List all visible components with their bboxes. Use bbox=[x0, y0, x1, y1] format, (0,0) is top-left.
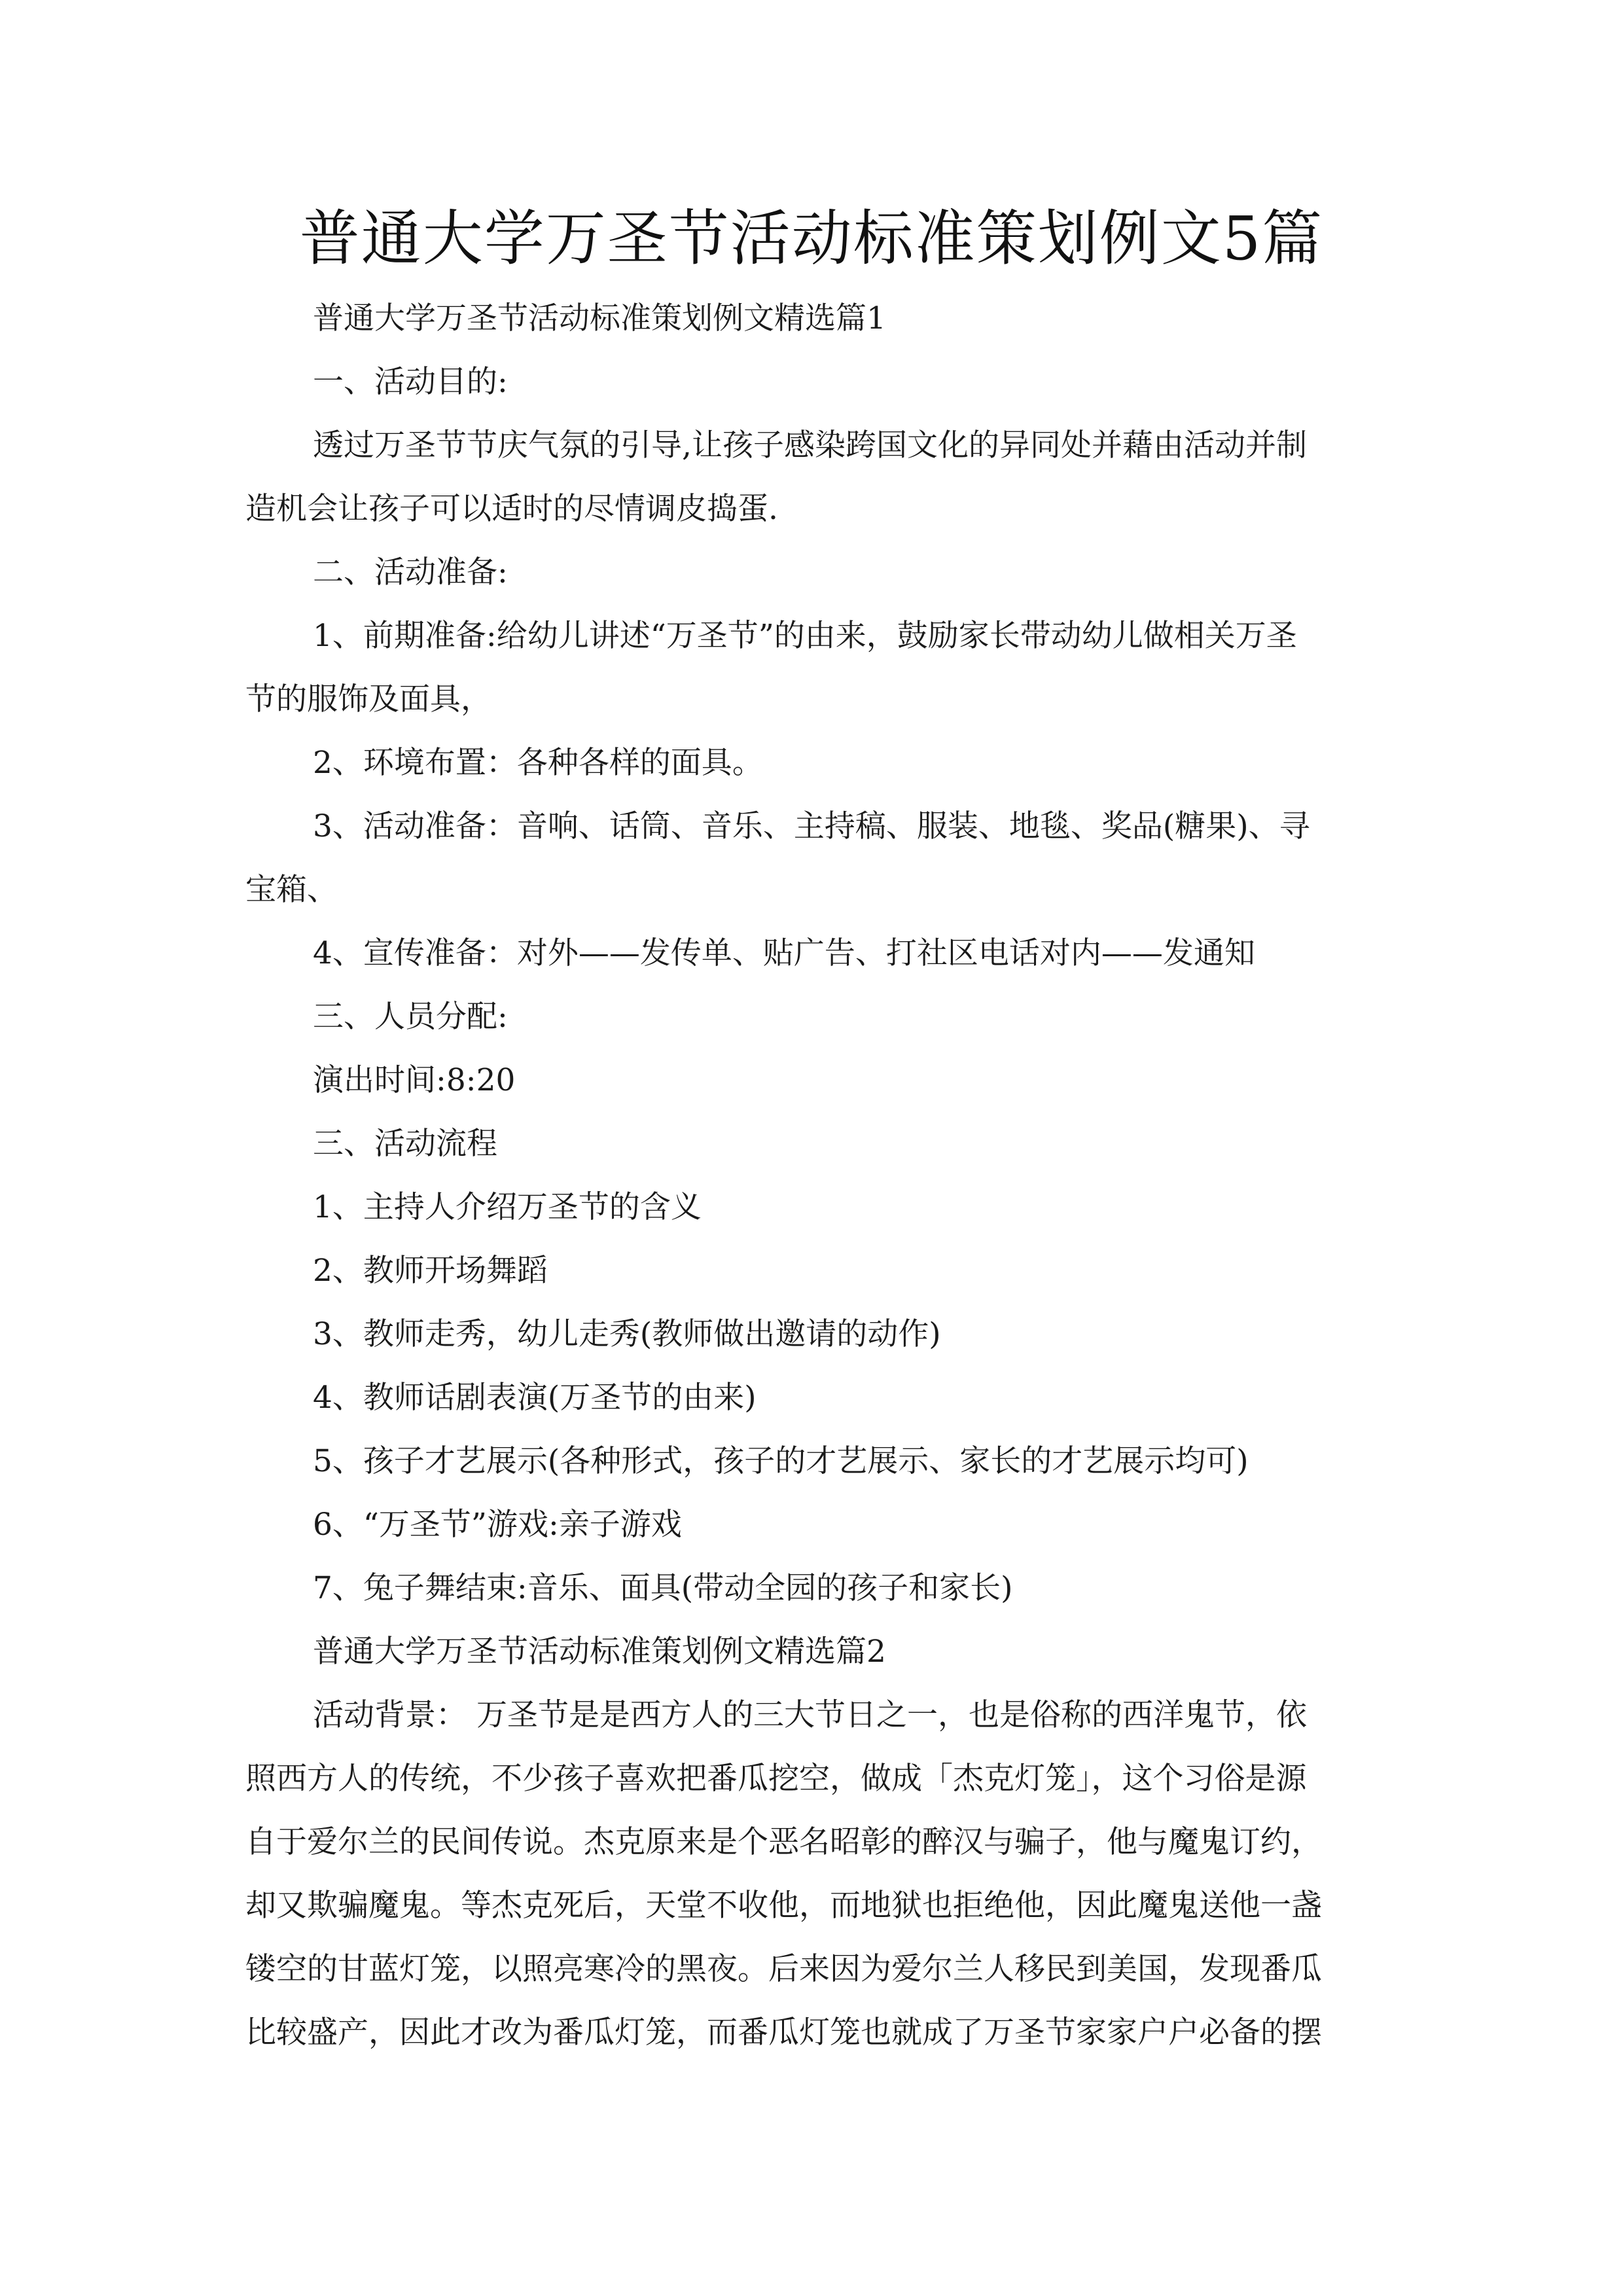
purpose-heading: 一、活动目的: bbox=[313, 364, 508, 400]
prep-item-4: 4、宣传准备：对外——发传单、贴广告、打社区电话对内——发通知 bbox=[313, 935, 1255, 971]
flow-heading: 三、活动流程 bbox=[313, 1126, 497, 1162]
flow-item: 5、孩子才艺展示(各种形式，孩子的才艺展示、家长的才艺展示均可) bbox=[313, 1443, 1249, 1479]
purpose-paragraph bbox=[245, 414, 1384, 541]
document-body bbox=[245, 287, 1384, 2064]
paragraph-line: 活动背景： 万圣节是是西方人的三大节日之一，也是俗称的西洋鬼节，依 bbox=[313, 1697, 1307, 1733]
paragraph-line: 节的服饰及面具， bbox=[245, 681, 491, 717]
flow-item: 4、教师话剧表演(万圣节的由来) bbox=[313, 1380, 757, 1416]
flow-item: 7、兔子舞结束:音乐、面具(带动全园的孩子和家长) bbox=[313, 1570, 1013, 1606]
section1-heading: 普通大学万圣节活动标准策划例文精选篇1 bbox=[313, 300, 886, 336]
background-paragraph bbox=[245, 1683, 1384, 2064]
paragraph-line: 1、前期准备:给幼儿讲述“万圣节”的由来，鼓励家长带动幼儿做相关万圣 bbox=[313, 618, 1297, 654]
paragraph-line: 造机会让孩子可以适时的尽情调皮捣蛋. bbox=[245, 491, 778, 527]
prep-item-1 bbox=[245, 604, 1384, 731]
paragraph-line: 3、活动准备：音响、话筒、音乐、主持稿、服装、地毯、奖品(糖果)、寻 bbox=[313, 808, 1310, 844]
prep-item-2: 2、环境布置：各种各样的面具。 bbox=[313, 745, 763, 781]
flow-item: 3、教师走秀，幼儿走秀(教师做出邀请的动作) bbox=[313, 1316, 941, 1352]
paragraph-line: 自于爱尔兰的民间传说。杰克原来是个恶名昭彰的醉汉与骗子，他与魔鬼订约， bbox=[245, 1824, 1322, 1860]
paragraph-line: 镂空的甘蓝灯笼，以照亮寒冷的黑夜。后来因为爱尔兰人移民到美国，发现番瓜 bbox=[245, 1951, 1322, 1987]
flow-item: 1、主持人介绍万圣节的含义 bbox=[313, 1189, 702, 1225]
paragraph-line: 宝箱、 bbox=[245, 872, 338, 908]
prep-item-3 bbox=[245, 795, 1384, 922]
show-time: 演出时间:8:20 bbox=[313, 1062, 516, 1098]
document-title: 普通大学万圣节活动标准策划例文5篇 bbox=[299, 204, 1324, 274]
section2-heading: 普通大学万圣节活动标准策划例文精选篇2 bbox=[313, 1634, 886, 1670]
paragraph-line: 照西方人的传统，不少孩子喜欢把番瓜挖空，做成「杰克灯笼」，这个习俗是源 bbox=[245, 1761, 1307, 1797]
flow-item: 2、教师开场舞蹈 bbox=[313, 1253, 548, 1289]
paragraph-line: 却又欺骗魔鬼。等杰克死后，天堂不收他，而地狱也拒绝他，因此魔鬼送他一盏 bbox=[245, 1888, 1322, 1924]
flow-item: 6、“万圣节”游戏:亲子游戏 bbox=[313, 1507, 682, 1543]
staff-heading: 三、人员分配: bbox=[313, 999, 508, 1035]
prep-heading: 二、活动准备: bbox=[313, 554, 508, 590]
paragraph-line: 比较盛产，因此才改为番瓜灯笼，而番瓜灯笼也就成了万圣节家家户户必备的摆 bbox=[245, 2015, 1322, 2051]
paragraph-line: 透过万圣节节庆气氛的引导,让孩子感染跨国文化的异同处并藉由活动并制 bbox=[313, 427, 1307, 463]
